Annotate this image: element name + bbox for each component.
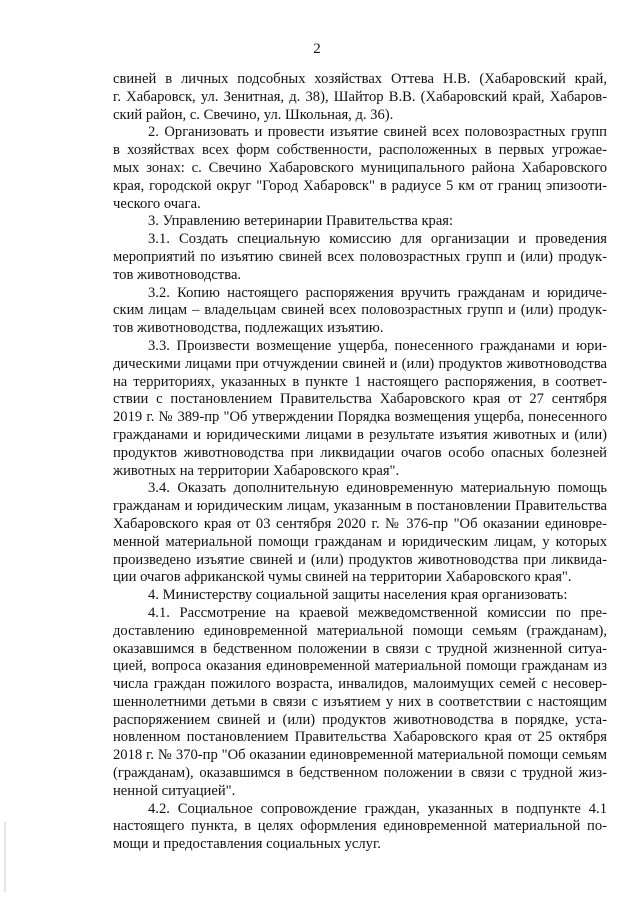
text-line: шеннолетними детьми в связи с изъятием у них в соответствии с настоящим [113,693,607,710]
text-line: менной материальной помощи гражданам и юридическим лицам, у которых [113,533,607,550]
text-line: 4. Министерству социальной защиты населения края организовать: [148,587,568,604]
text-line: ческого очага. [113,195,201,212]
text-line: 4.1. Рассмотрение на краевой межведомственной комиссии по пре- [148,604,607,621]
text-line: 2019 г. № 389-пр "Об утверждении Порядка возмещения ущерба, понесенного [113,409,607,426]
text-line: края, городской округ "Город Хабаровск" в радиусе 5 км от границ эпизооти- [113,177,607,194]
text-line: ции очагов африканской чумы свиней на территории Хабаровского края". [113,569,572,586]
text-line: числа граждан пожилого возраста, инвалидов, малоимущих семей с несовер- [113,676,607,693]
text-line: животных на территории Хабаровского края". [113,462,400,479]
text-line: ствии с постановлением Правительства Хабаровского края от 27 сентября [113,391,607,408]
scan-edge-mark [4,822,6,892]
text-line: ненной ситуацией". [113,782,236,799]
text-line: г. Хабаровск, ул. Зенитная, д. 38), Шайтор В.В. (Хабаровский край, Хабаров- [113,88,607,105]
text-line: ский район, с. Свечино, ул. Школьная, д. 36). [113,106,394,123]
text-line: дическими лицами при отчуждении свиней и (или) продуктов животноводства [113,355,607,372]
text-line: мощи и предоставления социальных услуг. [113,836,381,853]
text-line: оказавшимся в бедственном положении в связи с трудной жизненной ситуа- [113,640,607,657]
text-line: доставлению единовременной материальной помощи семьям (гражданам), [113,622,607,639]
text-line: 3.2. Копию настоящего распоряжения вручить гражданам и юридиче- [148,284,607,301]
text-line: распоряжением свиней и (или) продуктов животноводства в порядке, уста- [113,711,607,728]
text-line: 4.2. Социальное сопровождение граждан, указанных в подпункте 4.1 [148,800,607,817]
text-line: на территориях, указанных в пункте 1 настоящего распоряжения, в соответ- [113,373,607,390]
text-line: в хозяйствах всех форм собственности, расположенных в первых угрожае- [113,142,607,159]
text-line: гражданами и юридическими лицами в результате изъятия животных и (или) [113,426,607,443]
text-line: 3.4. Оказать дополнительную единовременную материальную помощь [148,480,607,497]
text-line: мероприятий по изъятию свиней всех половозрастных групп и (или) продук- [113,248,607,265]
text-line: 3.3. Произвести возмещение ущерба, понесенного гражданами и юри- [148,337,607,354]
page-number: 2 [313,41,321,57]
text-line: 2. Организовать и провести изъятие свиней всех половозрастных групп [148,124,607,141]
text-line: 2018 г. № 370-пр "Об оказании единовременной материальной помощи семьям [113,747,607,764]
text-line: 3. Управлению ветеринарии Правительства края: [148,213,454,230]
text-line: ским лицам – владельцам свиней всех половозрастных групп и (или) продук- [113,302,607,319]
text-line: тов животноводства. [113,266,242,283]
document-body [113,71,607,854]
text-line: цией, вопроса оказания единовременной материальной помощи гражданам из [113,658,607,675]
text-line: 3.1. Создать специальную комиссию для организации и проведения [148,231,607,248]
text-line: мых зонах: с. Свечино Хабаровского муниципального района Хабаровского [113,159,607,176]
text-line: (гражданам), оказавшимся в бедственном положении в связи с трудной жиз- [113,765,607,782]
text-line: гражданам и юридическим лицам, указанным в постановлении Правительства [113,498,607,515]
text-line: продуктов животноводства при ликвидации очагов особо опасных болезней [113,444,607,461]
text-line: свиней в личных подсобных хозяйствах Оттева Н.В. (Хабаровский край, [113,71,607,87]
text-line: настоящего пункта, в целях оформления единовременной материальной по- [113,818,607,835]
text-line: Хабаровского края от 03 сентября 2020 г. № 376-пр "Об оказании единовре- [113,515,607,532]
text-line: новленном постановлением Правительства Хабаровского края от 25 октября [113,729,607,746]
text-line: тов животноводства, подлежащих изъятию. [113,320,384,337]
text-line: произведено изъятие свиней и (или) продуктов животноводства при ликвида- [113,551,607,568]
